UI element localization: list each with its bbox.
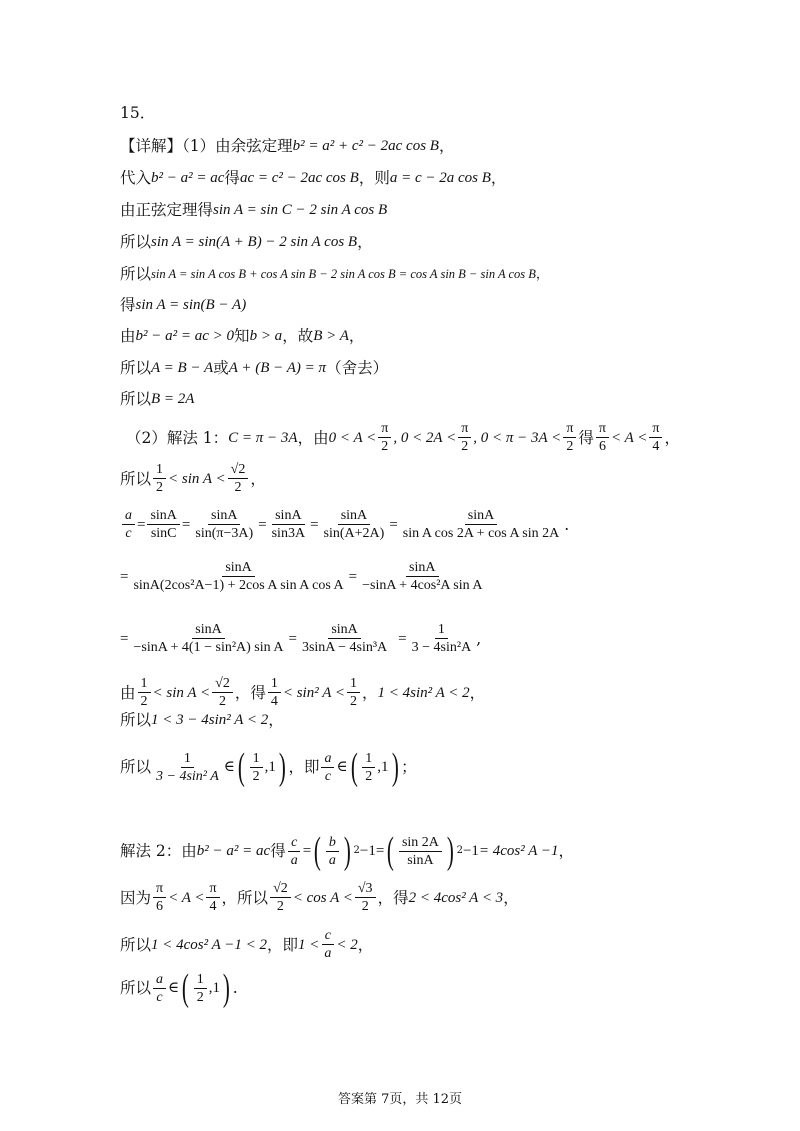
p2-fraction-chain-1: $\frac{a}{c}$ = $\frac{\sin A}{\sin C}$ = $\frac{\sin A}{\sin(\pi-3A)}$ = $\frac{\sin A}{\sin 3A}$ = $\frac{\sin A}{\sin(A+2A)}$ = $\frac{\sin A}{\text{sin A cos 2A + cos A sin 2A}}$ . (120, 507, 569, 542)
p2-line-5: 由 1 2 < sin A < √2 2 ，得 1 4 < sin² A < 1 2 ， 1 < 4sin² A < 2 ， (120, 676, 486, 709)
page-footer: 答案第 7页，共 12页 (337, 1092, 463, 1107)
p2-fraction-chain-3: = $\frac{\sin A}{\text{−sinA + 4(1 − sin²A) sin A}}$ = $\frac{\sin A}{\text{3sinA − 4sin³A}}$ = $\frac{1}{\text{3 − 4sin²A}}$ , (120, 622, 482, 655)
frac-pi-over-6: π 6 (596, 420, 609, 455)
p2-line-6: 所以 1 < 3 − 4sin² A < 2 ， (120, 711, 284, 729)
p1-line-4: 所以 sin A = sin(A + B) − 2 sin A cos B ， (120, 233, 373, 251)
p1-line-1: 【详解】（1）由余弦定理 b² = a² + c² − 2ac cos B ， (120, 137, 455, 155)
p3-line-1: 解法 2：由 b² − a² = ac 得 $\frac{c}{a}$ = ( b a ) 2 −1= ( sin 2A sinA ) 2 −1 = 4cos² A −1 ， (120, 830, 575, 872)
p1-line-7: 由 b² − a² = ac > 0 知 b > a ，故 B > A ， (120, 327, 365, 345)
p3-line-4: 所以 a c ∈ ( 1 2 ,1 ) . (120, 967, 238, 1009)
p1-line-3: 由正弦定理得 sin A = sin C − 2 sin A cos B (120, 201, 388, 219)
problem-number: 15． (120, 104, 156, 122)
p1-line-9: 所以 B = 2A (120, 390, 195, 408)
p2-line-7: 所以 1 3 − 4sin² A ∈ ( 1 2 ,1 ) ，即 a c ∈ ( 1 2 ,1 ) ； (120, 746, 417, 788)
p1-line-8: 所以 A = B − A 或 A + (B − A) = π （舍去） (120, 359, 389, 377)
p1-line-5: 所以 sin A = sin A cos B + cos A sin B − 2 sin A cos B = cos A sin B − sin A cos B ， (120, 265, 549, 283)
frac-pi-over-2: π 2 (378, 420, 391, 455)
frac-pi-over-2-c: π 2 (563, 420, 576, 455)
p3-line-3: 所以 1 < 4cos² A −1 < 2 ，即 1 < c a < 2 ， (120, 928, 374, 961)
frac-pi-over-4: π 4 (649, 420, 662, 455)
p2-line-2: 所以 1 2 < sin A < √2 2 ， (120, 462, 266, 495)
p3-line-2: 因为 π 6 < A < π 4 ，所以 √2 2 < cos A < √3 2 ，得 2 < 4cos² A < 3 ， (120, 881, 519, 914)
p2-line-1: （2）解法 1： C = π − 3A ，由 0 < A < π 2 , 0 < 2A < π 2 , 0 < π − 3A < π 2 得 π 6 < A < π 4 ， (126, 421, 680, 454)
p1-line-2: 代入 b² − a² = ac 得 ac = c² − 2ac cos B ，则 a = c − 2a cos B ， (120, 169, 507, 187)
frac-pi-over-2-b: π 2 (458, 420, 471, 455)
p1-line-6: 得 sin A = sin(B − A) (120, 296, 247, 314)
p2-fraction-chain-2: = $\frac{\sin A}{\text{sinA(2cos²A−1) + 2cos A sin A cos A}}$ = $\frac{\sin A}{\text{−sinA + 4cos²A sin A}}$ (120, 560, 483, 593)
